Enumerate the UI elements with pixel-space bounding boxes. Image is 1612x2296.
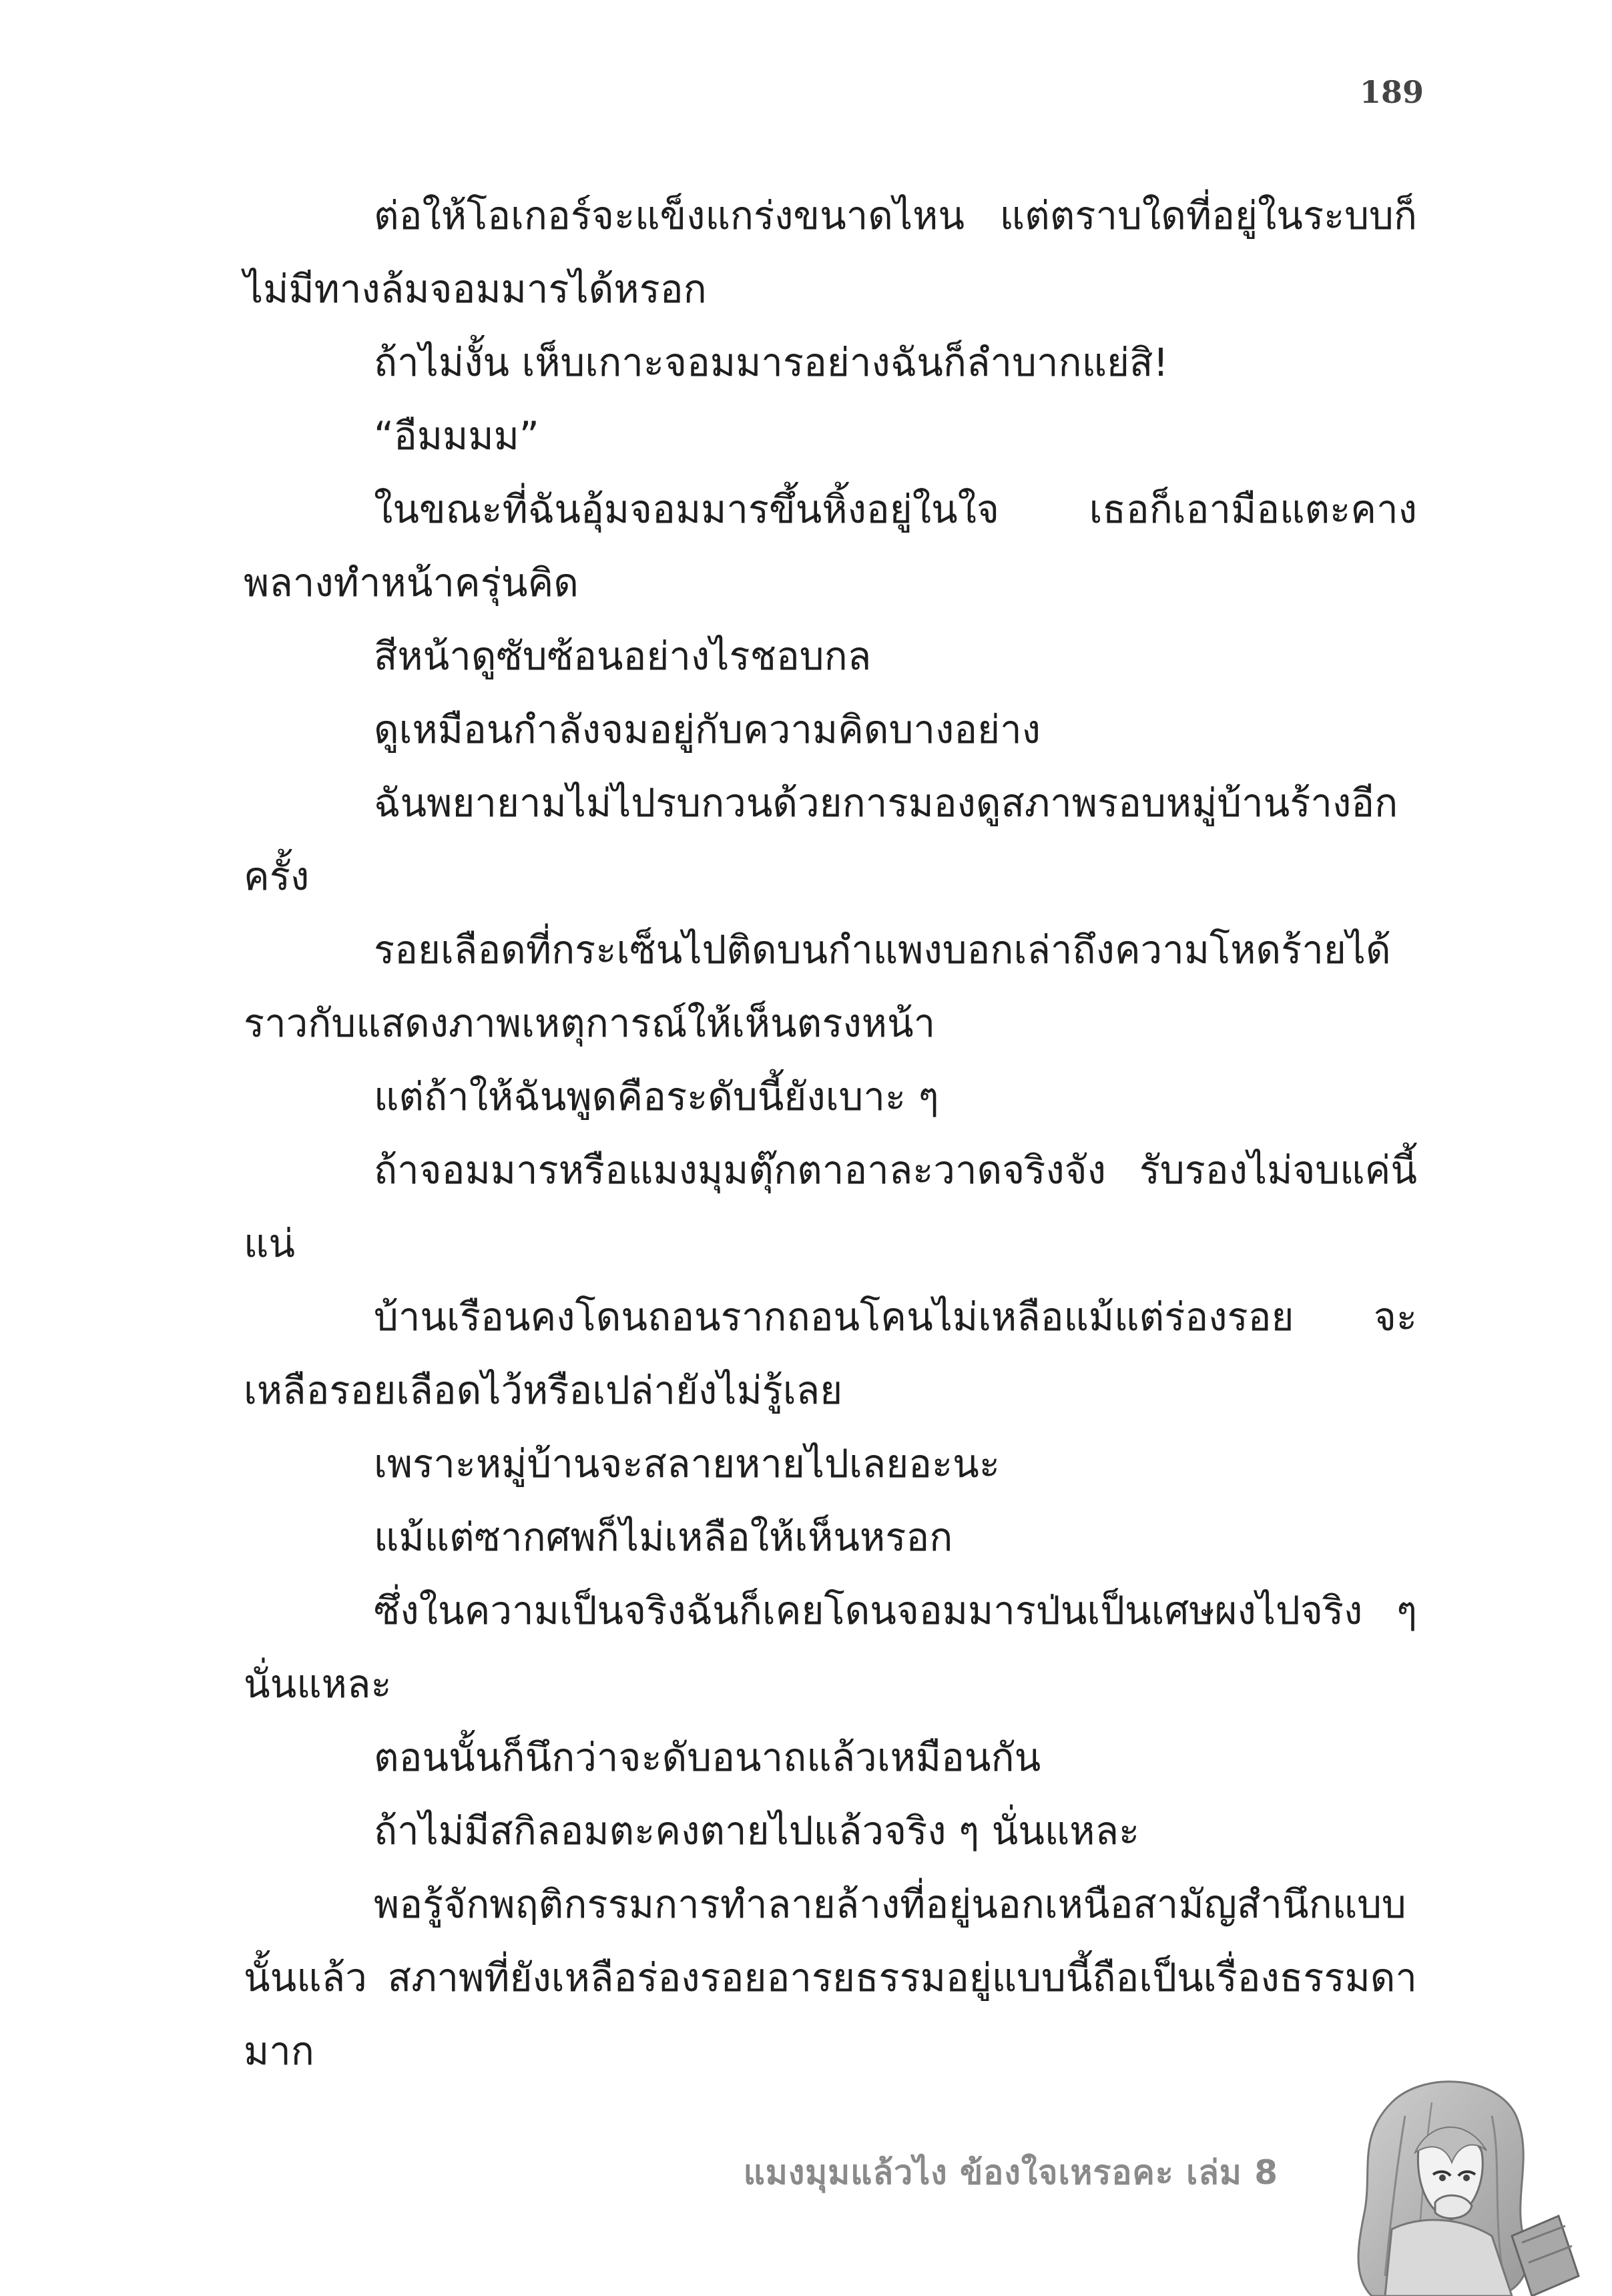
paragraph-8: รอยเลือดที่กระเซ็นไปติดบนกำแพงบอกเล่าถึงความโหดร้ายได้ราวกับแสดงภาพเหตุการณ์ให้เห็นตรงหน้า	[244, 927, 1391, 1046]
paragraph-12: เพราะหมู่บ้านจะสลายหายไปเลยอะนะ	[374, 1441, 1000, 1486]
paragraph-11: บ้านเรือนคงโดนถอนรากถอนโคนไม่เหลือแม้แต่ร่องรอย จะเหลือรอยเลือดไว้หรือเปล่ายังไม่รู้เลย	[244, 1294, 1417, 1413]
paragraph-6: ดูเหมือนกำลังจมอยู่กับความคิดบางอย่าง	[374, 707, 1041, 752]
paragraph-2: ถ้าไม่งั้น เห็บเกาะจอมมารอย่างฉันก็ลำบากแย่สิ!	[374, 340, 1169, 385]
paragraph-13: แม้แต่ซากศพก็ไม่เหลือให้เห็นหรอก	[374, 1514, 953, 1560]
paragraph-4: ในขณะที่ฉันอุ้มจอมมารขึ้นหิ้งอยู่ในใจ เธอก็เอามือแตะคางพลางทำหน้าครุ่นคิด	[244, 487, 1417, 605]
paragraph-10: ถ้าจอมมารหรือแมงมุมตุ๊กตาอาละวาดจริงจัง รับรองไม่จบแค่นี้แน่	[244, 1147, 1417, 1266]
paragraph-17: พอรู้จักพฤติกรรมการทำลายล้างที่อยู่นอกเหนือสามัญสำนึกแบบนั้นแล้ว สภาพที่ยังเหลือร่องรอยอารยธรรมอยู่แบบนี้ถือเป็นเรื่องธรรมดามาก	[244, 1882, 1417, 2074]
paragraph-15: ตอนนั้นก็นึกว่าจะดับอนาถแล้วเหมือนกัน	[374, 1735, 1041, 1780]
paragraph-16: ถ้าไม่มีสกิลอมตะคงตายไปแล้วจริง ๆ นั่นแหละ	[374, 1808, 1140, 1853]
body-text	[244, 179, 1417, 2088]
paragraph-7: ฉันพยายามไม่ไปรบกวนด้วยการมองดูสภาพรอบหมู่บ้านร้างอีกครั้ง	[244, 780, 1398, 899]
paragraph-3: “อืมมมม”	[374, 413, 539, 459]
paragraph-9: แต่ถ้าให้ฉันพูดคือระดับนี้ยังเบาะ ๆ	[374, 1074, 939, 1119]
footer-series-title: แมงมุมแล้วไง ข้องใจเหรอคะ เล่ม 8	[743, 2153, 1278, 2192]
paragraph-14: ซึ่งในความเป็นจริงฉันก็เคยโดนจอมมารป่นเป็นเศษผงไปจริง ๆ นั่นแหละ	[244, 1588, 1417, 1707]
character-illustration-icon	[1292, 2076, 1599, 2296]
paragraph-5: สีหน้าดูซับซ้อนอย่างไรชอบกล	[374, 633, 872, 679]
paragraph-1: ต่อให้โอเกอร์จะแข็งแกร่งขนาดไหน แต่ตราบใดที่อยู่ในระบบก็ไม่มีทางล้มจอมมารได้หรอก	[244, 193, 1417, 312]
page-number: 189	[1359, 74, 1424, 110]
